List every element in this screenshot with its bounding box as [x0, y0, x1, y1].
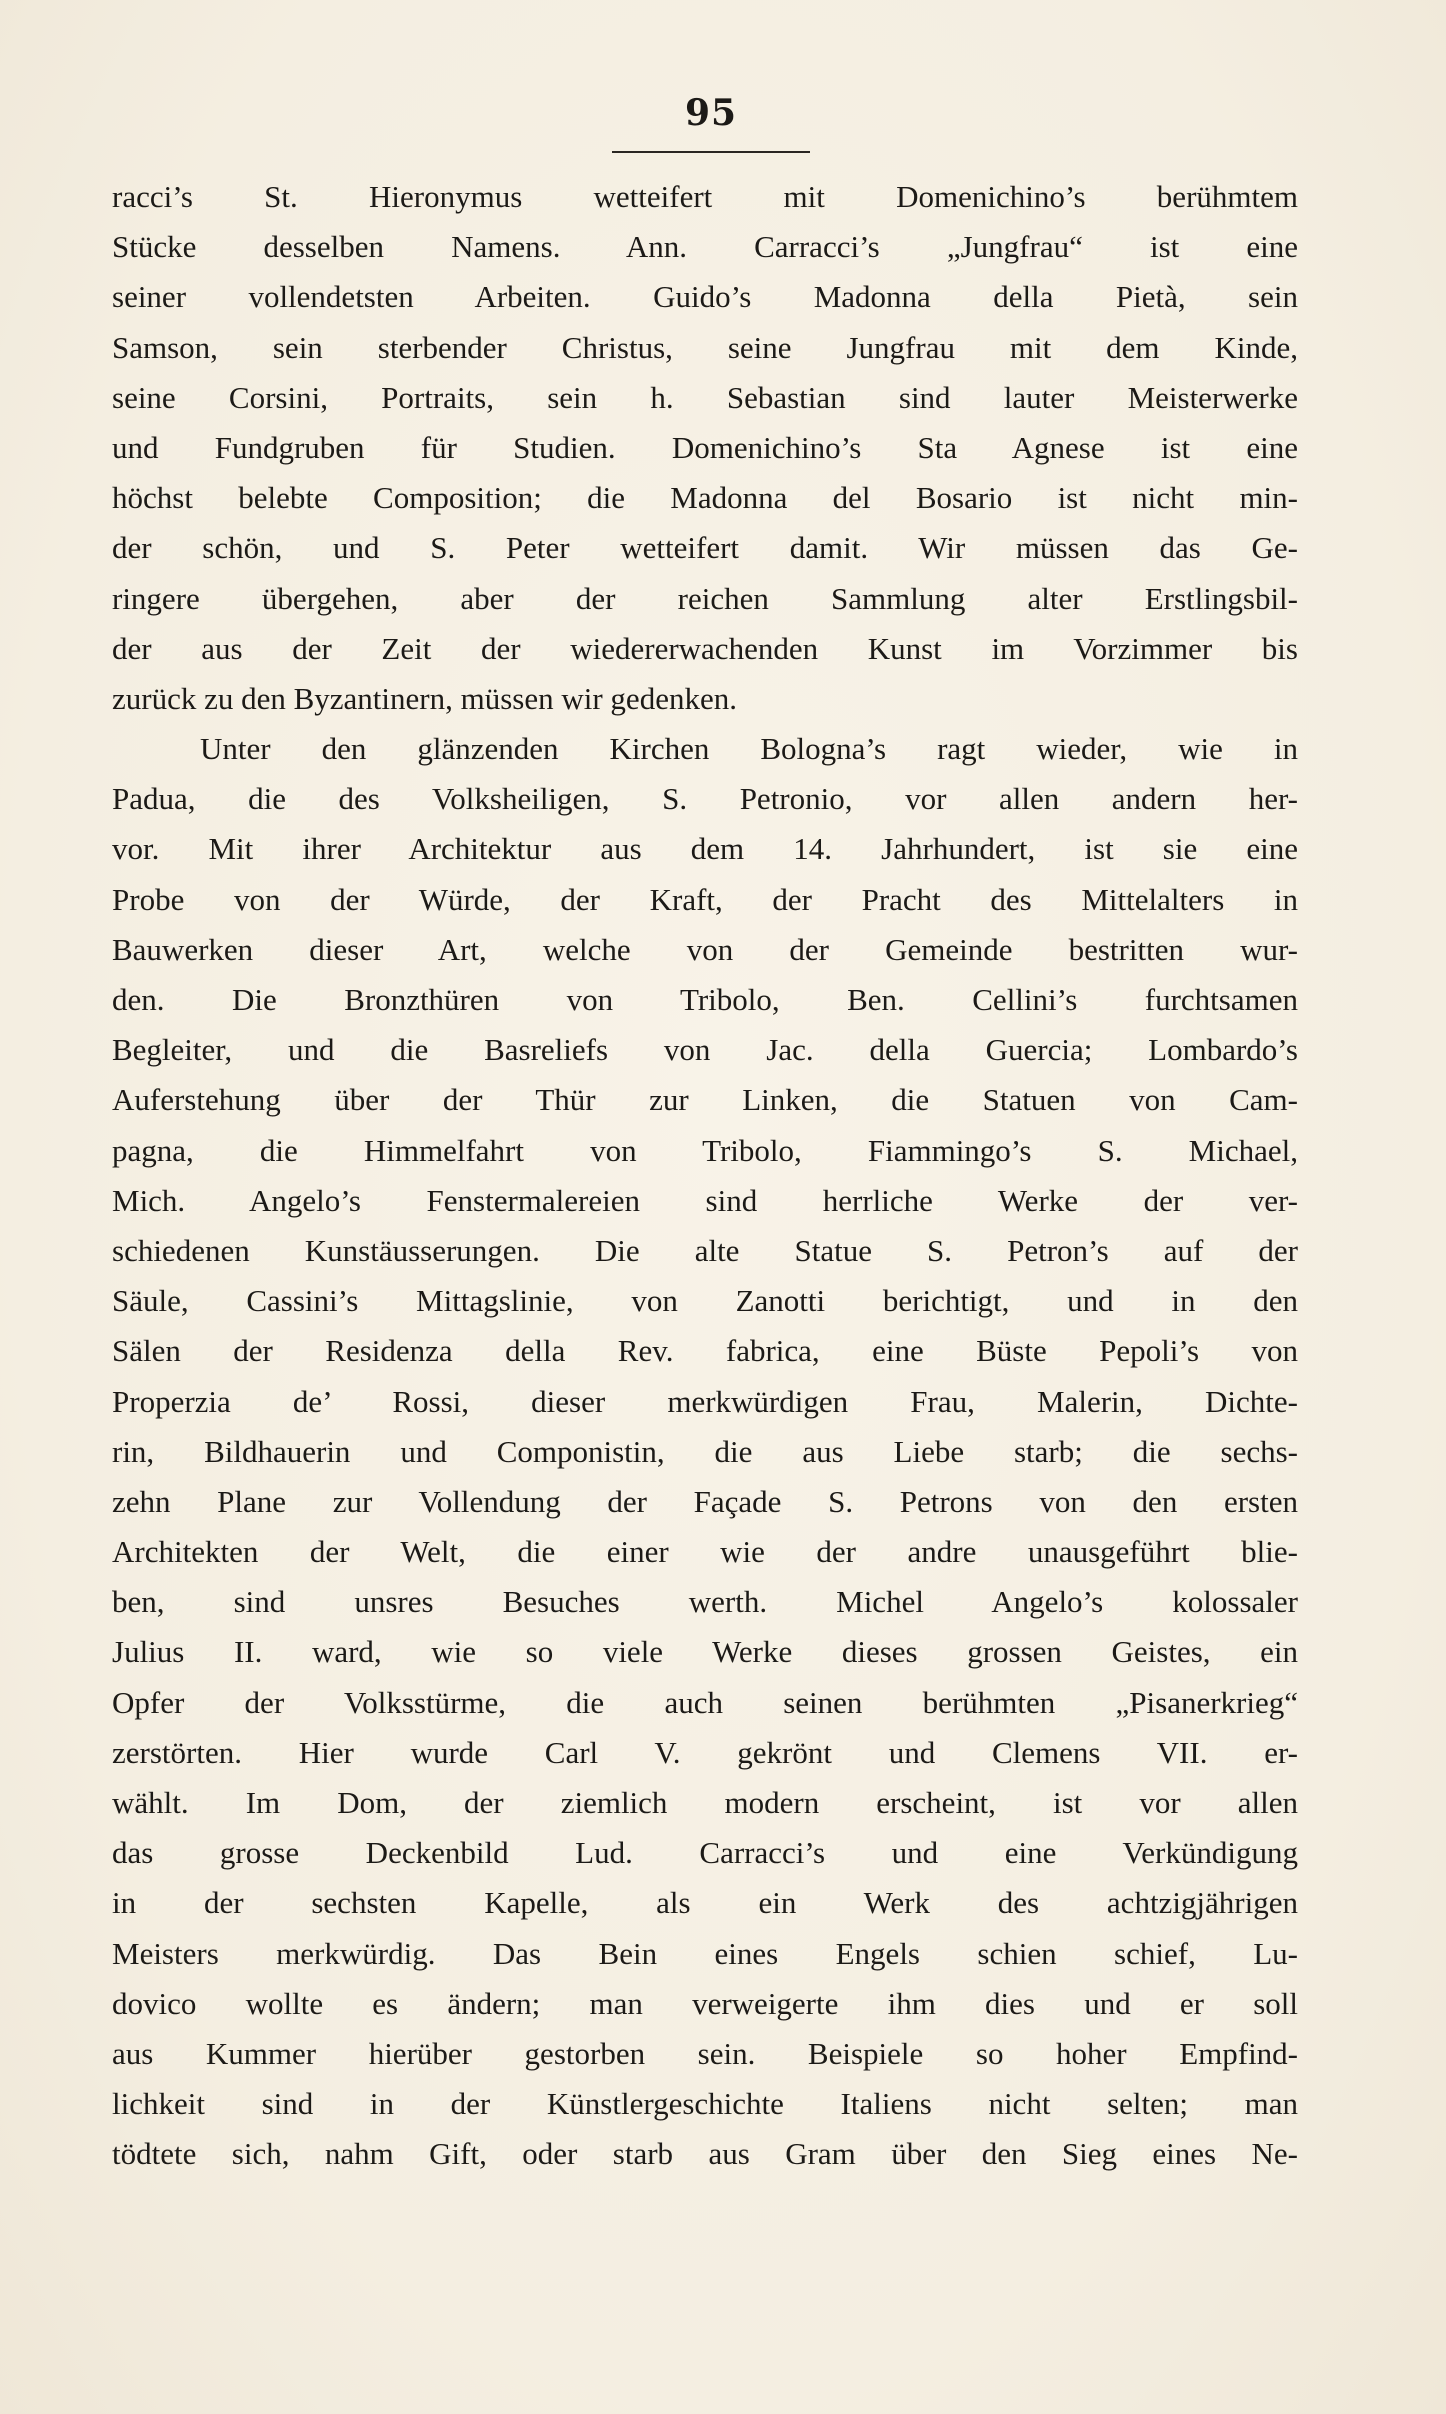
text-line: den. Die Bronzthüren von Tribolo, Ben. Cellini’s furchtsamen	[112, 982, 1298, 1017]
text-line: pagna, die Himmelfahrt von Tribolo, Fiammingo’s S. Michael,	[112, 1132, 1298, 1168]
text-line: Meisters merkwürdig. Das Bein eines Engels schien schief, Lu-	[112, 1935, 1298, 1971]
text-line: Opfer der Volksstürme, die auch seinen berühmten „Pisanerkrieg“	[112, 1684, 1298, 1720]
text-line: Auferstehung über der Thür zur Linken, die Statuen von Cam-	[112, 1082, 1298, 1118]
text-line: der aus der Zeit der wiedererwachenden Kunst im Vorzimmer bis	[112, 630, 1298, 666]
text-line: rin, Bildhauerin und Componistin, die aus Liebe starb; die sechs-	[112, 1433, 1298, 1469]
text-line: racci’s St. Hieronymus wetteifert mit Domenichino’s berühmtem	[112, 179, 1298, 214]
text-line: höchst belebte Composition; die Madonna del Bosario ist nicht min-	[112, 480, 1298, 516]
text-line: zurück zu den Byzantinern, müssen wir gedenken.	[112, 680, 737, 716]
text-line: das grosse Deckenbild Lud. Carracci’s und eine Verkündigung	[112, 1835, 1298, 1871]
text-line: zehn Plane zur Vollendung der Façade S. Petrons von den ersten	[112, 1483, 1298, 1519]
text-line: in der sechsten Kapelle, als ein Werk des achtzigjährigen	[112, 1885, 1298, 1921]
body-text	[112, 172, 1298, 2180]
text-line: und Fundgruben für Studien. Domenichino’s Sta Agnese ist eine	[112, 429, 1298, 465]
text-line: Sälen der Residenza della Rev. fabrica, eine Büste Pepoli’s von	[112, 1333, 1298, 1369]
text-line: seiner vollendetsten Arbeiten. Guido’s Madonna della Pietà, sein	[112, 279, 1298, 315]
text-line: wählt. Im Dom, der ziemlich modern erscheint, ist vor allen	[112, 1785, 1298, 1820]
text-line: vor. Mit ihrer Architektur aus dem 14. Jahrhundert, ist sie eine	[112, 831, 1298, 867]
text-line: aus Kummer hierüber gestorben sein. Beispiele so hoher Empfind-	[112, 2035, 1298, 2071]
text-line: tödtete sich, nahm Gift, oder starb aus Gram über den Sieg eines Ne-	[112, 2136, 1298, 2172]
text-line: der schön, und S. Peter wetteifert damit. Wir müssen das Ge-	[112, 530, 1298, 566]
text-line: Samson, sein sterbender Christus, seine Jungfrau mit dem Kinde,	[112, 329, 1298, 365]
text-line: Mich. Angelo’s Fenstermalereien sind herrliche Werke der ver-	[112, 1182, 1298, 1218]
text-line: Padua, die des Volksheiligen, S. Petronio, vor allen andern her-	[112, 781, 1298, 817]
text-line: Unter den glänzenden Kirchen Bologna’s ragt wieder, wie in	[200, 731, 1298, 767]
text-line: seine Corsini, Portraits, sein h. Sebastian sind lauter Meisterwerke	[112, 379, 1298, 415]
text-line: Säule, Cassini’s Mittagslinie, von Zanotti berichtigt, und in den	[112, 1283, 1298, 1319]
text-line: lichkeit sind in der Künstlergeschichte Italiens nicht selten; man	[112, 2086, 1298, 2122]
text-line: Julius II. ward, wie so viele Werke dieses grossen Geistes, ein	[112, 1634, 1298, 1670]
text-line: Begleiter, und die Basreliefs von Jac. della Guercia; Lombardo’s	[112, 1032, 1298, 1068]
text-line: Architekten der Welt, die einer wie der andre unausgeführt blie-	[112, 1534, 1298, 1570]
text-line: dovico wollte es ändern; man verweigerte ihm dies und er soll	[112, 1985, 1298, 2021]
text-line: Probe von der Würde, der Kraft, der Pracht des Mittelalters in	[112, 881, 1298, 917]
text-line: Bauwerken dieser Art, welche von der Gemeinde bestritten wur-	[112, 931, 1298, 967]
page-number: 95	[684, 92, 738, 134]
text-line: Stücke desselben Namens. Ann. Carracci’s „Jungfrau“ ist eine	[112, 229, 1298, 265]
text-line: zerstörten. Hier wurde Carl V. gekrönt und Clemens VII. er-	[112, 1734, 1298, 1770]
text-line: ben, sind unsres Besuches werth. Michel Angelo’s kolossaler	[112, 1584, 1298, 1620]
text-line: schiedenen Kunstäusserungen. Die alte Statue S. Petron’s auf der	[112, 1232, 1298, 1268]
text-line: ringere übergehen, aber der reichen Sammlung alter Erstlingsbil-	[112, 580, 1298, 616]
text-line: Properzia de’ Rossi, dieser merkwürdigen Frau, Malerin, Dichte-	[112, 1383, 1298, 1419]
page-number-rule	[612, 151, 810, 153]
